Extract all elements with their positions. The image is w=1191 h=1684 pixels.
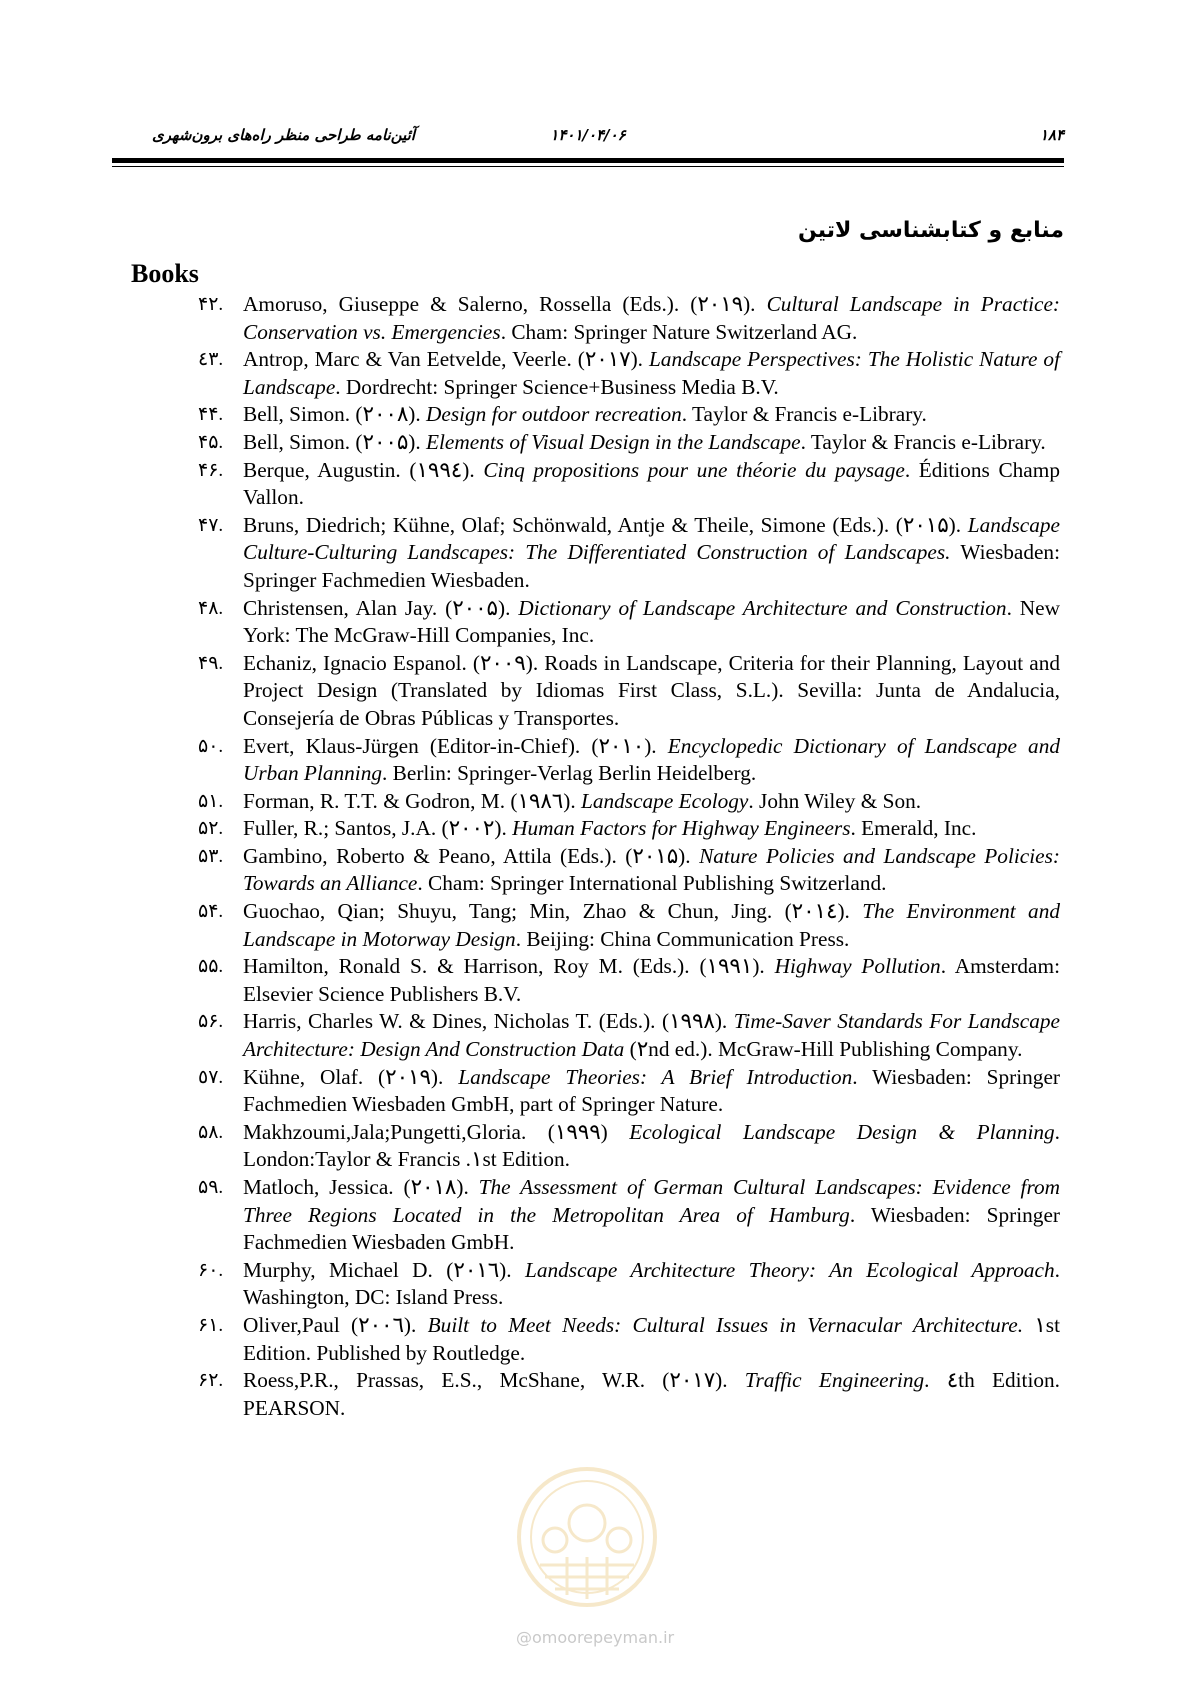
reference-text: Fuller, R.; Santos, J.A. (۲۰۰۲). (243, 816, 513, 841)
reference-publisher: . Amsterdam: Elsevier Science Publishers B.V. (243, 954, 1060, 1006)
reference-number: ٤٣. (198, 349, 224, 371)
reference-text: Hamilton, Ronald S. & Harrison, Roy M. (Eds.). (۱۹۹۱). (243, 954, 775, 979)
books-heading: Books (131, 259, 199, 288)
reference-number: ۴۸. (198, 597, 224, 619)
reference-text: Matloch, Jessica. (۲۰۱۸). (243, 1175, 479, 1199)
reference-publisher: . Taylor & Francis e-Library. (800, 429, 1046, 454)
reference-publisher: . John Wiley & Son. (748, 788, 922, 813)
reference-title: The Environment and Landscape in Motorway Design (243, 899, 1060, 951)
reference-number: ۵۶. (198, 1011, 224, 1033)
reference-publisher: . Wiesbaden: Springer Fachmedien Wiesbaden GmbH, part of Springer Nature. (243, 1064, 1061, 1117)
reference-number: ٥٧. (198, 1066, 224, 1088)
reference-title: Landscape Architecture Theory: An Ecological Approach (525, 1257, 1055, 1282)
reference-publisher: . ٤th Edition. PEARSON. (243, 1368, 1060, 1420)
reference-item (198, 401, 1060, 429)
reference-title: Human Factors for Highway Engineers (512, 816, 851, 841)
reference-number: ۵۵. (198, 956, 224, 978)
reference-text: Roess,P.R., Prassas, E.S., McShane, W.R. (۲۰۱۷). (243, 1368, 745, 1393)
reference-title: Landscape Culture-Culturing Landscapes: The Differentiated Construction of Landscapes. (243, 512, 1060, 565)
reference-item (198, 346, 1060, 401)
reference-item (198, 457, 1060, 512)
reference-title: Time-Saver Standards For Landscape Architecture: Design And Construction Data (243, 1009, 1061, 1062)
reference-publisher: . Taylor & Francis e-Library. (681, 402, 927, 427)
reference-number: ۵۰. (198, 735, 224, 757)
reference-item (198, 815, 1060, 843)
reference-title: Highway Pollution (774, 954, 941, 979)
reference-number: ۵۹. (198, 1177, 224, 1198)
reference-number: ۴۴. (198, 404, 224, 426)
watermark-url: @omoorepeyman.ir (516, 1628, 675, 1647)
reference-number: ۶۰. (198, 1259, 224, 1281)
reference-item (198, 1312, 1060, 1367)
reference-publisher: . Wiesbaden: Springer Fachmedien Wiesbaden GmbH. (243, 1202, 1060, 1255)
reference-publisher: . Washington, DC: Island Press. (243, 1257, 1060, 1310)
reference-item (198, 429, 1060, 457)
reference-item (198, 953, 1060, 1008)
emblem-watermark-icon (505, 1465, 670, 1615)
reference-item (198, 1257, 1060, 1312)
page-number: ۱۸۴ (1039, 126, 1064, 144)
reference-title: Encyclopedic Dictionary of Landscape and Urban Planning (243, 733, 1060, 786)
reference-text: Harris, Charles W. & Dines, Nicholas T. (Eds.). (۱۹۹۸). (243, 1009, 734, 1034)
reference-number: ۶۲. (198, 1370, 224, 1392)
reference-text: Echaniz, Ignacio Espanol. (۲۰۰۹). Roads in Landscape, Criteria for their Planning, Layout and Project Design (Translated by Idiomas First Class, S.L.). Sevilla: Junta de Andalucia, Consejería de Obras Públicas y Transportes. (243, 650, 1060, 730)
reference-number: ۵۴. (198, 901, 224, 923)
reference-text: Evert, Klaus-Jürgen (Editor-in-Chief). (۲۰۱۰). (243, 733, 668, 758)
reference-title: Ecological Landscape Design & Planning (629, 1119, 1055, 1144)
reference-item (198, 1119, 1060, 1174)
reference-item (198, 291, 1060, 346)
reference-text: Makhzoumi,Jala;Pungetti,Gloria. (۱۹۹۹) (243, 1119, 630, 1144)
reference-text: Forman, R. T.T. & Godron, M. (۱۹۸٦). (243, 788, 581, 813)
reference-title: Landscape Perspectives: The Holistic Nature of Landscape (243, 347, 1060, 399)
reference-publisher: . Beijing: China Communication Press. (515, 926, 850, 951)
reference-publisher: ۱st Edition. Published by Routledge. (243, 1312, 1060, 1365)
reference-publisher: . Berlin: Springer-Verlag Berlin Heidelberg. (382, 761, 757, 786)
reference-item (198, 733, 1060, 788)
reference-text: Oliver,Paul (۲۰۰٦). (243, 1312, 428, 1337)
reference-number: ۴۵. (198, 431, 224, 453)
reference-item (198, 1008, 1060, 1063)
reference-text: Bell, Simon. (۲۰۰۵). (243, 429, 426, 454)
reference-publisher: . Emerald, Inc. (850, 816, 977, 841)
reference-item (198, 595, 1060, 650)
reference-item (198, 512, 1060, 595)
reference-text: Bruns, Diedrich; Kühne, Olaf; Schönwald, Antje & Theile, Simone (Eds.). (۲۰۱۵). (243, 512, 968, 537)
page-header (112, 126, 1064, 146)
reference-text: Murphy, Michael D. (۲۰۱٦). (243, 1257, 526, 1282)
reference-title: Landscape Ecology (581, 788, 749, 813)
reference-title: Nature Policies and Landscape Policies: Towards an Alliance (243, 843, 1060, 896)
header-rule-thin (112, 166, 1064, 167)
reference-text: Amoruso, Giuseppe & Salerno, Rossella (Eds.). (۲۰۱۹). (243, 292, 767, 316)
reference-text: Bell, Simon. (۲۰۰۸). (243, 402, 426, 427)
reference-title: Built to Meet Needs: Cultural Issues in Vernacular Architecture. (427, 1312, 1024, 1337)
section-title: منابع و کتابشناسی لاتین (797, 218, 1064, 243)
reference-item (198, 1367, 1060, 1422)
reference-item (198, 650, 1060, 733)
reference-number: ۶۱. (198, 1314, 224, 1336)
header-title: آئین‌نامه طراحی منظر راه‌های برون‌شهری (152, 126, 415, 144)
reference-title: Dictionary of Landscape Architecture and Construction (518, 595, 1007, 620)
reference-number: ۵۳. (198, 845, 224, 867)
reference-title: Design for outdoor recreation (426, 402, 682, 427)
reference-title: Cinq propositions pour une théorie du paysage (483, 457, 905, 482)
reference-publisher: . Cham: Springer International Publishing Switzerland. (417, 871, 887, 896)
reference-title: Cultural Landscape in Practice: Conservation vs. Emergencies (243, 292, 1060, 344)
reference-publisher: . New York: The McGraw-Hill Companies, Inc. (243, 595, 1060, 648)
reference-text: Antrop, Marc & Van Eetvelde, Veerle. (۲۰۱۷). (243, 347, 649, 372)
reference-publisher: . Éditions Champ Vallon. (243, 457, 1060, 510)
reference-text: Gambino, Roberto & Peano, Attila (Eds.). (۲۰۱۵). (243, 843, 700, 868)
reference-list (198, 291, 1060, 1422)
reference-item (198, 1174, 1060, 1257)
reference-publisher: (۲nd ed.). McGraw-Hill Publishing Company. (624, 1037, 1023, 1062)
reference-title: Elements of Visual Design in the Landscape (426, 429, 801, 454)
reference-number: ۴۷. (198, 514, 224, 536)
reference-title: Landscape Theories: A Brief Introduction (458, 1064, 853, 1089)
reference-number: ۴۲. (198, 294, 224, 315)
header-rule-thick (112, 158, 1064, 163)
reference-title: Traffic Engineering (744, 1368, 925, 1393)
reference-text: Berque, Augustin. (۱۹۹٤). (243, 457, 484, 482)
reference-number: ۵۱. (198, 790, 224, 812)
reference-publisher: . Cham: Springer Nature Switzerland AG. (500, 319, 858, 344)
reference-title: The Assessment of German Cultural Landscapes: Evidence from Three Regions Located in the Metropolitan Area of Hamburg (243, 1175, 1060, 1227)
reference-publisher: . Dordrecht: Springer Science+Business Media B.V. (335, 374, 779, 399)
reference-text: Guochao, Qian; Shuyu, Tang; Min, Zhao & Chun, Jing. (۲۰۱٤). (243, 899, 863, 924)
reference-item (198, 843, 1060, 898)
reference-item (198, 1064, 1060, 1119)
reference-item (198, 898, 1060, 953)
reference-text: Christensen, Alan Jay. (۲۰۰۵). (243, 595, 519, 620)
reference-item (198, 788, 1060, 816)
reference-number: ۵۲. (198, 818, 224, 840)
reference-number: ۴۹. (198, 652, 224, 674)
reference-publisher: Wiesbaden: Springer Fachmedien Wiesbaden. (243, 540, 1060, 592)
reference-text: Kühne, Olaf. (۲۰۱۹). (243, 1064, 459, 1089)
reference-number: ۴۶. (198, 459, 224, 481)
reference-number: ۵۸. (198, 1121, 224, 1143)
reference-publisher: . London:Taylor & Francis .۱st Edition. (243, 1119, 1060, 1172)
header-date: ۱۴۰۱/۰۴/۰۶ (550, 126, 626, 144)
